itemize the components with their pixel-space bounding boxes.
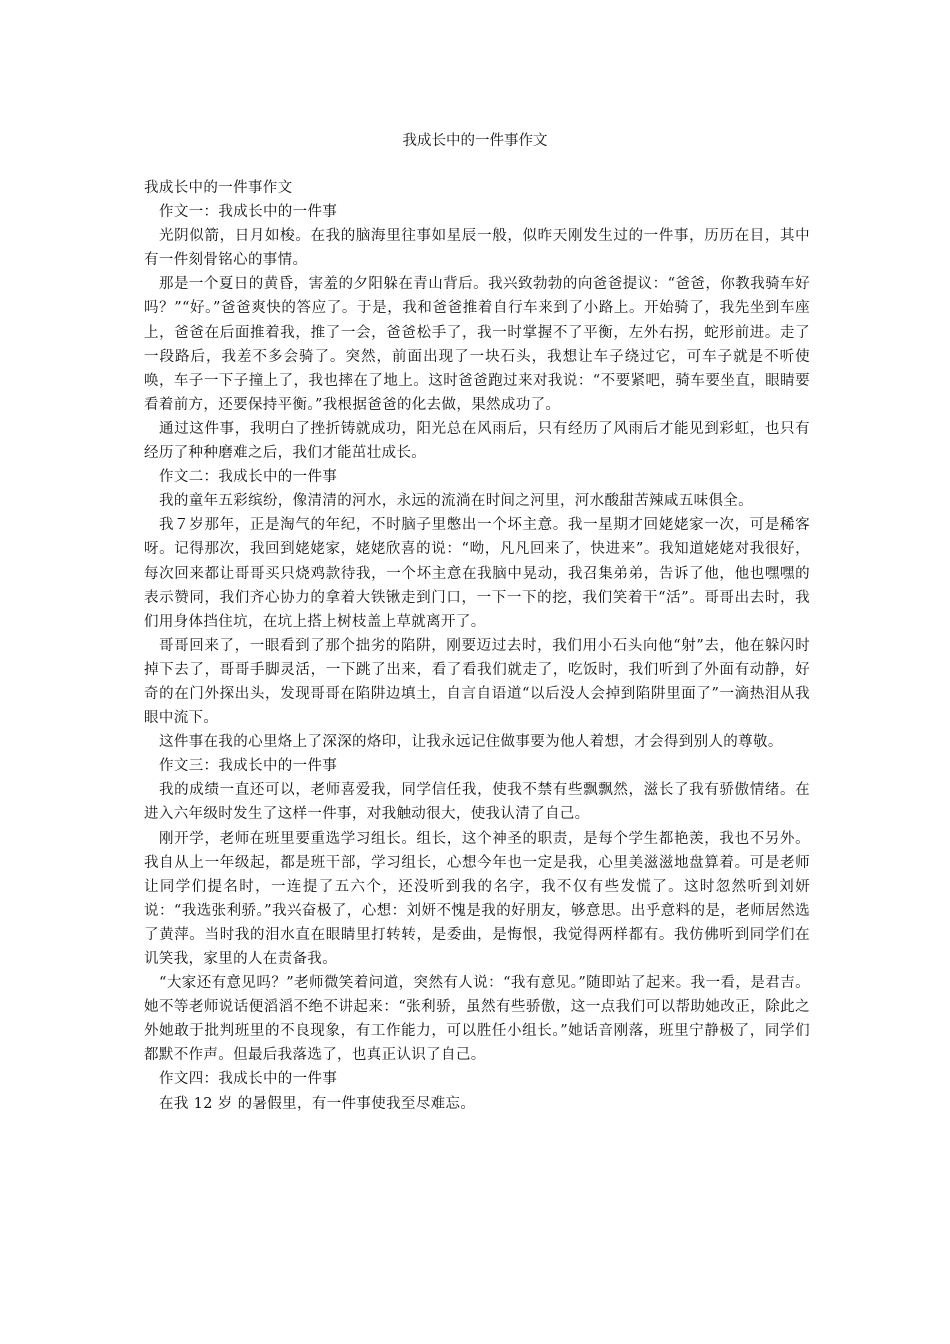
- essay-paragraph: 我７岁那年，正是淘气的年纪，不时脑子里憋出一个坏主意。我一星期才回姥姥家一次，可是稀客呀。记得那次，我回到姥姥家，姥姥欣喜的说：“呦，凡凡回来了，快进来”。我知道姥姥对我很好，每次回来都让哥哥买只烧鸡款待我，一个坏主意在我脑中晃动，我召集弟弟，告诉了他，他也嘿嘿的表示赞同，我们齐心协力的拿着大铁锹走到门口，一下一下的挖，我们笑着干“活”。哥哥出去时，我们用身体挡住坑，在坑上搭上树枝盖上草就离开了。: [144, 517, 810, 630]
- essay-heading: 作文二：我成长中的一件事: [159, 469, 338, 486]
- page-title: 我成长中的一件事作文: [402, 133, 548, 149]
- document-body: [144, 176, 810, 1116]
- document-subtitle: 我成长中的一件事作文: [144, 180, 293, 196]
- essay-heading: 作文一：我成长中的一件事: [159, 204, 338, 221]
- essay-paragraph: 通过这件事，我明白了挫折铸就成功，阳光总在风雨后，只有经历了风雨后才能见到彩虹，也只有经历了种种磨难之后，我们才能茁壮成长。: [144, 420, 810, 462]
- essay-paragraph: 我的成绩一直还可以，老师喜爱我，同学信任我，使我不禁有些飘飘然，滋长了我有骄傲情绪。在进入六年级时发生了这样一件事，对我触动很大，使我认清了自己。: [144, 782, 810, 823]
- essay-paragraph: 那是一个夏日的黄昏，害羞的夕阳躲在青山背后。我兴致勃勃的向爸爸提议：“爸爸，你教我骑车好吗？”“好。”爸爸爽快的答应了。于是，我和爸爸推着自行车来到了小路上。开始骑了，我先坐到车座上，爸爸在后面推着我，推了一会，爸爸松手了，我一时掌握不了平衡，左外右拐，蛇形前进。走了一段路后，我差不多会骑了。突然，前面出现了一块石头，我想让车子绕过它，可车子就是不听使唤，车子一下子撞上了，我也摔在了地上。这时爸爸跑过来对我说：“不要紧吧，骑车要坐直，眼睛要看着前方，还要保持平衡。”我根据爸爸的化去做，果然成功了。: [144, 276, 810, 413]
- essay-heading: 作文三：我成长中的一件事: [159, 758, 338, 775]
- essay-paragraph: 刚开学，老师在班里要重选学习组长。组长，这个神圣的职责，是每个学生都艳羡，我也不另外。我自从上一年级起，都是班干部，学习组长，心想今年也一定是我，心里美滋滋地盘算着。可是老师让同学们提名时，一连提了五六个，还没听到我的名字，我不仅有些发慌了。这时忽然听到刘妍说：“我选张利骄。”我兴奋极了，心想：刘妍不愧是我的好朋友，够意思。出乎意料的是，老师居然选了黄萍。当时我的泪水直在眼睛里打转转，是委曲，是悔恨，我觉得两样都有。我仿佛听到同学们在讥笑我，家里的人在责备我。: [144, 830, 810, 967]
- essay-paragraph: 我的童年五彩缤纷，像清清的河水，永远的流淌在时间之河里，河水酸甜苦辣咸五味俱全。: [159, 493, 753, 510]
- essay-paragraph: “大家还有意见吗？”老师微笑着问道，突然有人说：“我有意见。”随即站了起来。我一看，是君吉。她不等老师说话便滔滔不绝不讲起来：“张利骄，虽然有些骄傲，这一点我们可以帮助她改正，除此之外她敢于批判班里的不良现象，有工作能力，可以胜任小组长。”她话音刚落，班里宁静极了，同学们都默不作声。但最后我落选了，也真正认识了自己。: [144, 975, 810, 1064]
- essay-paragraph: 光阴似箭，日月如梭。在我的脑海里往事如星辰一般，似昨天刚发生过的一件事，历历在目，其中有一件刻骨铭心的事情。: [144, 228, 810, 269]
- essay-heading: 作文四：我成长中的一件事: [159, 1071, 338, 1088]
- essay-paragraph: 这件事在我的心里烙上了深深的烙印，让我永远记住做事要为他人着想，才会得到别人的尊敬。: [159, 734, 783, 751]
- essay-paragraph: 在我 12 岁 的暑假里，有一件事使我至尽难忘。: [159, 1095, 476, 1112]
- essay-paragraph: 哥哥回来了，一眼看到了那个拙劣的陷阱，刚要迈过去时，我们用小石头向他“射”去，他在躲闪时掉下去了，哥哥手脚灵活，一下跳了出来，看了看我们就走了，吃饭时，我们听到了外面有动静，好奇的在门外探出头，发现哥哥在陷阱边填土，自言自语道“以后没人会掉到陷阱里面了”一滴热泪从我眼中流下。: [144, 637, 810, 727]
